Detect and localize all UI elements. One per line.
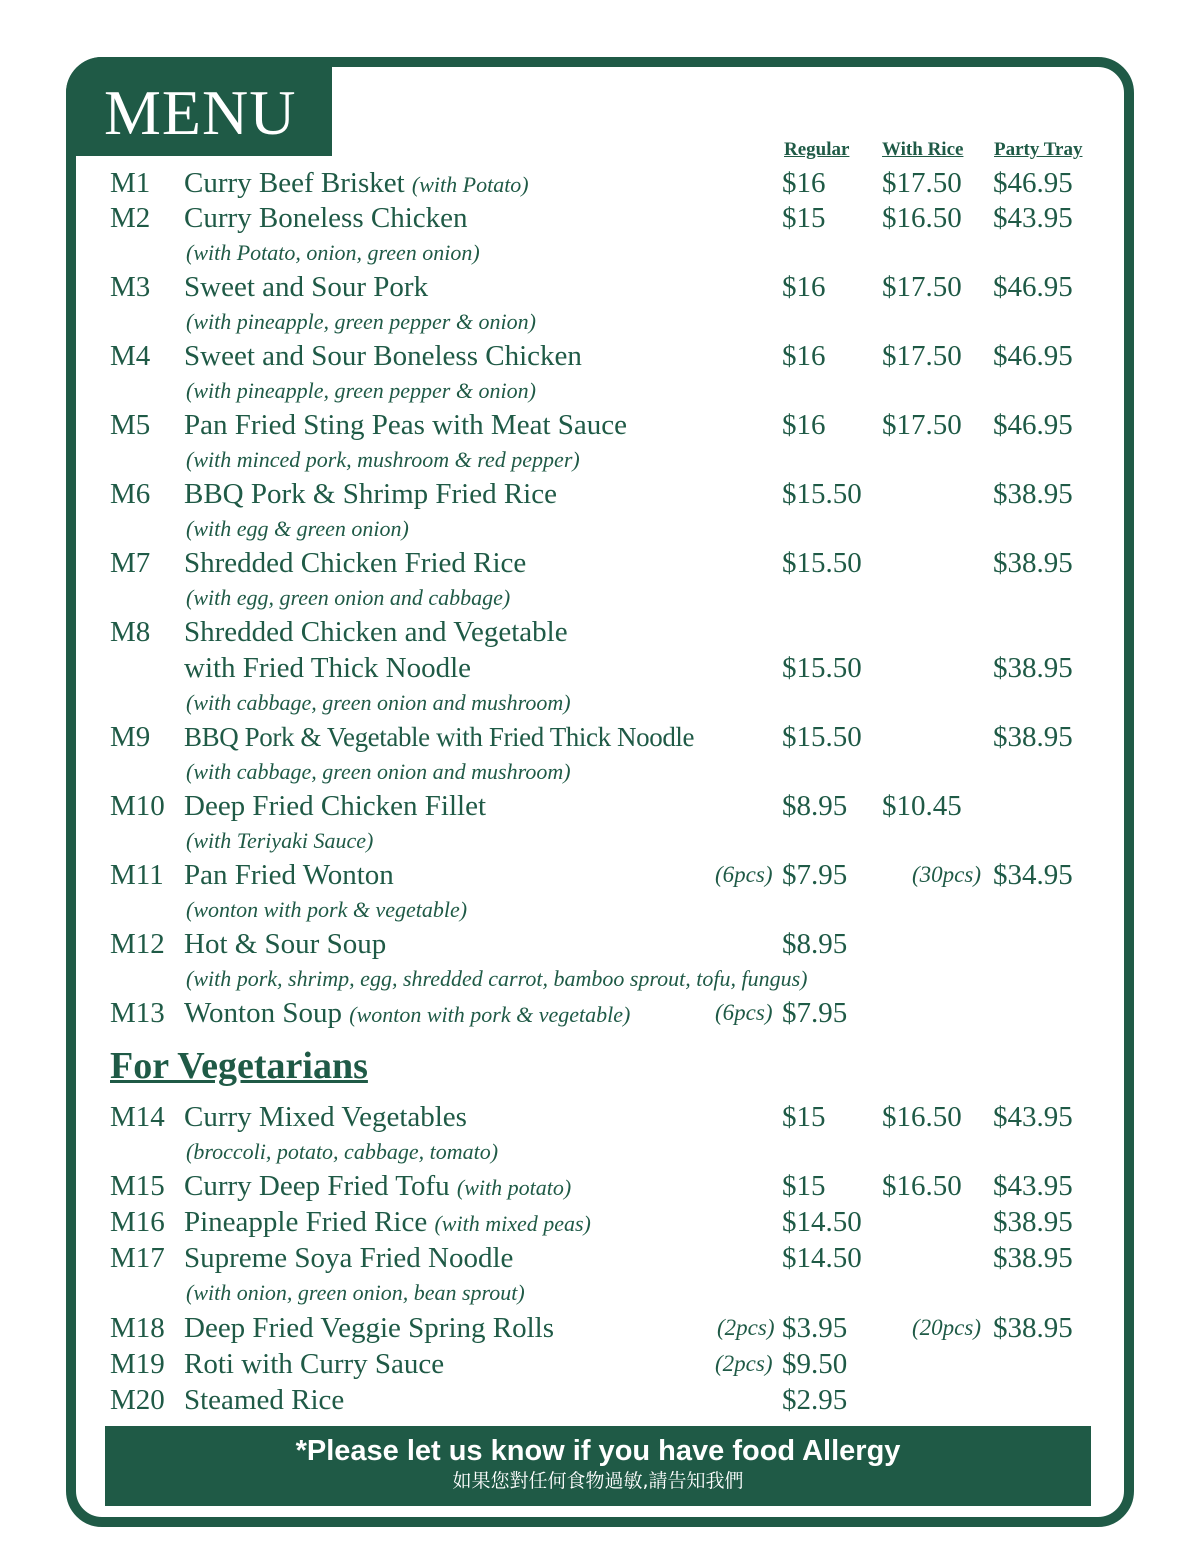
price-party-tray: $38.95 — [993, 1312, 1073, 1344]
item-code: M11 — [110, 859, 164, 891]
item-code: M8 — [110, 616, 151, 648]
price-party-tray: $34.95 — [993, 859, 1073, 891]
item-code: M19 — [110, 1348, 165, 1380]
item-code: M10 — [110, 790, 165, 822]
tray-piece-count: (20pcs) — [912, 1315, 981, 1340]
price-regular: $7.95 — [782, 997, 848, 1029]
item-name: Shredded Chicken and Vegetable — [184, 616, 568, 648]
regular-piece-count: (2pcs) — [715, 1351, 773, 1376]
item-name: Wonton Soup (wonton with pork & vegetable) — [184, 997, 631, 1029]
item-name-line-2: with Fried Thick Noodle — [184, 652, 472, 684]
price-regular: $14.50 — [782, 1206, 862, 1238]
item-description: (with cabbage, green onion and mushroom) — [186, 759, 571, 784]
price-party-tray: $38.95 — [993, 547, 1073, 579]
item-code: M18 — [110, 1312, 165, 1344]
item-code: M6 — [110, 478, 151, 510]
item-description: (with cabbage, green onion and mushroom) — [186, 690, 571, 715]
price-regular: $16 — [782, 409, 826, 441]
price-with-rice: $10.45 — [882, 790, 962, 822]
item-name: Hot & Sour Soup — [184, 928, 387, 960]
item-code: M3 — [110, 271, 151, 303]
item-name: Sweet and Sour Pork — [184, 271, 429, 303]
item-note: (with potato) — [456, 1175, 572, 1200]
price-party-tray: $46.95 — [993, 167, 1073, 199]
column-header-party-tray: Party Tray — [994, 139, 1083, 160]
item-description: (with egg, green onion and cabbage) — [186, 585, 511, 610]
price-regular: $15 — [782, 1101, 826, 1133]
regular-piece-count: (6pcs) — [715, 862, 773, 887]
price-regular: $8.95 — [782, 790, 848, 822]
item-note: (with Potato) — [411, 172, 529, 197]
item-code: M7 — [110, 547, 151, 579]
price-regular: $15 — [782, 202, 826, 234]
item-description: (with Teriyaki Sauce) — [186, 828, 374, 853]
price-with-rice: $16.50 — [882, 1101, 962, 1133]
item-description: (with pineapple, green pepper & onion) — [186, 378, 536, 403]
item-code: M12 — [110, 928, 165, 960]
regular-piece-count: (2pcs) — [717, 1315, 775, 1340]
item-name: Pineapple Fried Rice (with mixed peas) — [184, 1206, 591, 1238]
item-description: (with pork, shrimp, egg, shredded carrot, bamboo sprout, tofu, fungus) — [186, 966, 808, 991]
menu-title: MENU — [104, 77, 297, 148]
price-regular: $8.95 — [782, 928, 848, 960]
price-regular: $2.95 — [782, 1384, 848, 1416]
item-code: M16 — [110, 1206, 165, 1238]
price-regular: $7.95 — [782, 859, 848, 891]
item-name: Sweet and Sour Boneless Chicken — [184, 340, 582, 372]
item-name: Curry Deep Fried Tofu (with potato) — [184, 1170, 572, 1202]
item-code: M1 — [110, 167, 151, 199]
price-regular: $3.95 — [782, 1312, 848, 1344]
item-description: (wonton with pork & vegetable) — [186, 897, 468, 922]
price-party-tray: $46.95 — [993, 340, 1073, 372]
column-header-with-rice: With Rice — [882, 139, 964, 160]
price-regular: $15.50 — [782, 478, 862, 510]
item-name: Deep Fried Chicken Fillet — [184, 790, 487, 822]
price-with-rice: $17.50 — [882, 167, 962, 199]
item-code: M4 — [110, 340, 151, 372]
price-with-rice: $17.50 — [882, 271, 962, 303]
item-name: Supreme Soya Fried Noodle — [184, 1242, 514, 1274]
item-code: M20 — [110, 1384, 165, 1416]
price-party-tray: $38.95 — [993, 478, 1073, 510]
column-header-regular: Regular — [784, 139, 850, 160]
item-code: M14 — [110, 1101, 165, 1133]
allergy-notice-chinese: 如果您對任何食物過敏,請告知我們 — [452, 1470, 744, 1492]
price-regular: $9.50 — [782, 1348, 848, 1380]
price-regular: $15.50 — [782, 547, 862, 579]
price-party-tray: $38.95 — [993, 652, 1073, 684]
vegetarian-heading: For Vegetarians — [110, 1045, 368, 1087]
item-code: M5 — [110, 409, 151, 441]
item-code: M17 — [110, 1242, 165, 1274]
price-party-tray: $46.95 — [993, 271, 1073, 303]
allergy-notice: *Please let us know if you have food Allergy — [295, 1435, 901, 1467]
allergy-banner — [105, 1426, 1091, 1506]
price-party-tray: $43.95 — [993, 1170, 1073, 1202]
price-party-tray: $46.95 — [993, 409, 1073, 441]
item-description: (with minced pork, mushroom & red pepper) — [186, 447, 580, 472]
price-regular: $16 — [782, 167, 826, 199]
price-regular: $16 — [782, 340, 826, 372]
item-name: BBQ Pork & Shrimp Fried Rice — [184, 478, 557, 510]
item-name: Roti with Curry Sauce — [184, 1348, 445, 1380]
item-description: (with pineapple, green pepper & onion) — [186, 309, 536, 334]
price-with-rice: $17.50 — [882, 340, 962, 372]
item-code: M9 — [110, 721, 151, 753]
item-name: Curry Beef Brisket (with Potato) — [184, 167, 529, 199]
price-with-rice: $16.50 — [882, 1170, 962, 1202]
price-regular: $15 — [782, 1170, 826, 1202]
price-party-tray: $43.95 — [993, 202, 1073, 234]
price-regular: $14.50 — [782, 1242, 862, 1274]
price-party-tray: $38.95 — [993, 1206, 1073, 1238]
price-with-rice: $17.50 — [882, 409, 962, 441]
price-regular: $15.50 — [782, 721, 862, 753]
item-code: M13 — [110, 997, 165, 1029]
item-note: (with mixed peas) — [434, 1211, 591, 1236]
tray-piece-count: (30pcs) — [912, 862, 981, 887]
item-description: (broccoli, potato, cabbage, tomato) — [186, 1139, 499, 1164]
item-note: (wonton with pork & vegetable) — [349, 1002, 631, 1027]
price-party-tray: $43.95 — [993, 1101, 1073, 1133]
price-regular: $16 — [782, 271, 826, 303]
item-description: (with onion, green onion, bean sprout) — [186, 1280, 525, 1305]
item-name: Pan Fried Wonton — [184, 859, 394, 891]
price-party-tray: $38.95 — [993, 1242, 1073, 1274]
regular-piece-count: (6pcs) — [715, 1000, 773, 1025]
item-name: Shredded Chicken Fried Rice — [184, 547, 527, 579]
item-code: M15 — [110, 1170, 165, 1202]
item-code: M2 — [110, 202, 151, 234]
item-description: (with Potato, onion, green onion) — [186, 240, 480, 265]
item-name: Curry Mixed Vegetables — [184, 1101, 467, 1133]
price-with-rice: $16.50 — [882, 202, 962, 234]
item-name: Pan Fried Sting Peas with Meat Sauce — [184, 409, 628, 441]
item-name: BBQ Pork & Vegetable with Fried Thick Noodle — [184, 722, 695, 752]
price-regular: $15.50 — [782, 652, 862, 684]
item-description: (with egg & green onion) — [186, 516, 409, 541]
item-name: Deep Fried Veggie Spring Rolls — [184, 1312, 554, 1344]
price-party-tray: $38.95 — [993, 721, 1073, 753]
item-name: Curry Boneless Chicken — [184, 202, 468, 234]
item-name: Steamed Rice — [184, 1384, 345, 1416]
